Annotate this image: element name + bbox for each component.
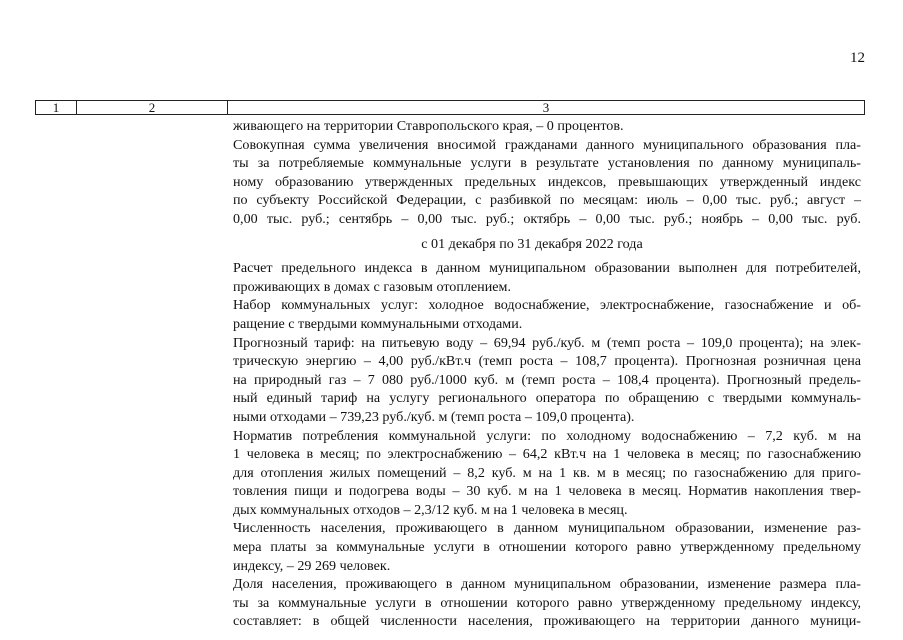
text-line: ращение с твердыми коммунальными отходами.: [233, 315, 523, 332]
column-number-1: 1: [36, 101, 77, 114]
text-line: живающего на территории Ставропольского края, – 0 процентов.: [233, 118, 624, 134]
text-line: ными отходами – 739,23 руб./куб. м (темп роста – 109,0 процента).: [233, 408, 635, 425]
section-heading: с 01 декабря по 31 декабря 2022 года: [421, 235, 643, 252]
text-line: Доля населения, проживающего в данном муниципальном образовании, изменение размера пла-: [233, 576, 861, 593]
text-line: 1 человека в месяц; по электроснабжению – 64,2 кВт.ч на 1 человека в месяц; по газоснабжению: [233, 446, 861, 463]
text-line: ты за коммунальные услуги в отношении которого равно утвержденному предельному индексу,: [233, 594, 861, 611]
text-line: Расчет предельного индекса в данном муниципальном образовании выполнен для потребителей,: [233, 260, 861, 277]
text-line: проживающих в домах с газовым отоплением.: [233, 278, 511, 295]
text-line: мера платы за коммунальные услуги в отношении которого равно утвержденному предельному: [233, 539, 861, 556]
text-line: 0,00 тыс. руб.; сентябрь – 0,00 тыс. руб.; октябрь – 0,00 тыс. руб.; ноябрь – 0,00 тыс. руб.: [233, 210, 861, 227]
document-body: [233, 117, 861, 631]
text-line: ному образованию утвержденных предельных индексов, превышающих утвержденный индекс: [233, 173, 861, 190]
text-line: Прогнозный тариф: на питьевую воду – 69,94 руб./куб. м (темп роста – 109,0 процента); на элек-: [233, 334, 861, 351]
text-line: товления пищи и подогрева воды – 30 куб. м на 1 человека в месяц. Норматив накопления твер-: [233, 483, 861, 500]
column-number-3: 3: [542, 100, 550, 115]
text-line: по субъекту Российской Федерации, с разбивкой по месяцам: июль – 0,00 тыс. руб.; август –: [233, 192, 861, 209]
text-line: Норматив потребления коммунальной услуги: по холодному водоснабжению – 7,2 куб. м на: [233, 427, 861, 444]
text-line: для отопления жилых помещений – 8,2 куб. м на 1 кв. м в месяц; по газоснабжению для приго-: [233, 464, 861, 481]
text-line: на природный газ – 7 080 руб./1000 куб. м (темп роста – 108,4 процента). Прогнозный предель-: [233, 371, 861, 388]
text-line: составляет: в общей численности населения, проживающего на территории данного муници-: [233, 613, 861, 630]
text-line: ный единый тариф на услугу регионального оператора по обращению с твердыми коммуналь-: [233, 390, 861, 407]
text-line: Совокупная сумма увеличения вносимой гражданами данного муниципального образования пла-: [233, 136, 861, 153]
text-line: дых коммунальных отходов – 2,3/12 куб. м на 1 человека в месяц.: [233, 501, 628, 518]
page-number: 12: [850, 50, 865, 66]
text-line: индексу, – 29 269 человек.: [233, 557, 391, 574]
text-line: Набор коммунальных услуг: холодное водоснабжение, электроснабжение, газоснабжение и об-: [233, 297, 861, 314]
column-number-2: 2: [77, 101, 228, 114]
text-line: ты за потребляемые коммунальные услуги в результате установления по данному муниципаль-: [233, 155, 861, 172]
table-header-row: [35, 100, 865, 115]
text-line: Численность населения, проживающего в данном муниципальном образовании, изменение раз-: [233, 520, 861, 537]
text-line: трическую энергию – 4,00 руб./кВт.ч (темп роста – 108,7 процента). Прогнозная розничная цена: [233, 353, 861, 370]
